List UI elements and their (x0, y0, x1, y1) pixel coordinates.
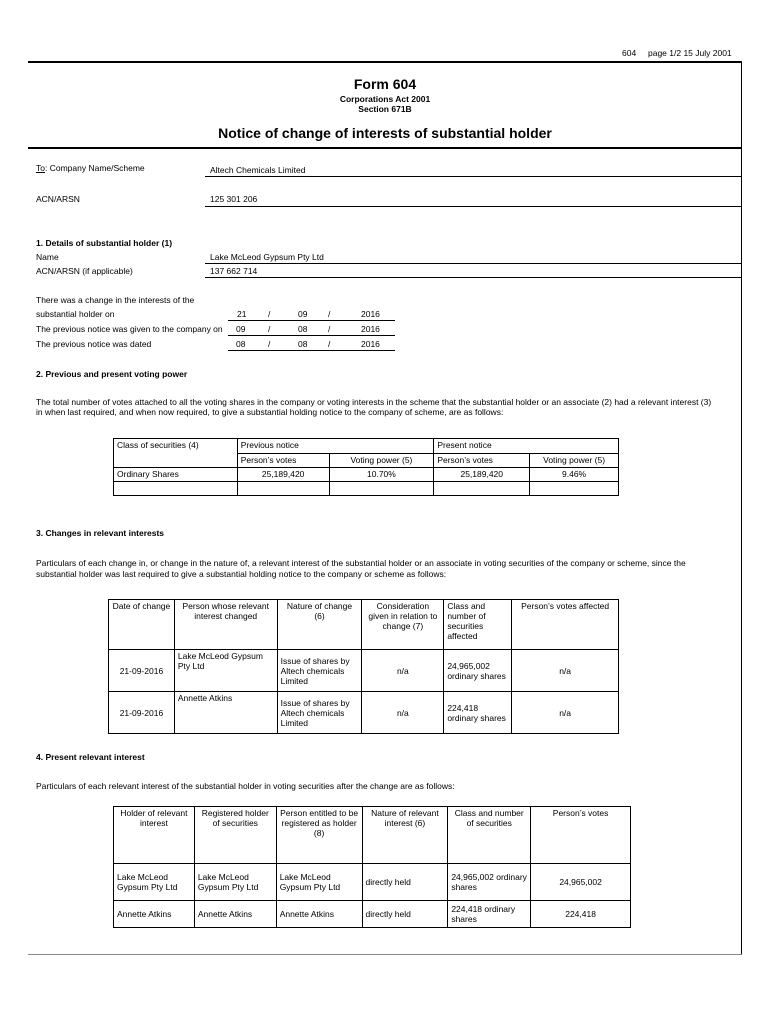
class-cell: 224,418 ordinary shares (444, 692, 512, 734)
holder-cell: Annette Atkins (114, 901, 195, 928)
prev-dated-label: The previous notice was dated (36, 339, 152, 349)
class-cell: Ordinary Shares (114, 468, 238, 482)
change-intro: There was a change in the interests of the (36, 295, 195, 305)
section2-heading: 2. Previous and present voting power (36, 369, 188, 379)
section2-para2: in when last required, and when now required, to give a substantial holding notice to the company of scheme, are as follows: (36, 407, 504, 417)
pres-power-header: Voting power (5) (530, 454, 619, 468)
rule (205, 277, 742, 278)
prev-power-header: Voting power (5) (329, 454, 434, 468)
company-acn: 125 301 206 (210, 194, 258, 204)
section3-para1: Particulars of each change in, or change in the nature of, a relevant interest of the substantial holder or an associate in voting securities of the company or scheme, since the (36, 558, 686, 568)
holder-acn: 137 662 714 (210, 266, 258, 276)
table-row (114, 468, 619, 482)
prev-power-cell: 10.70% (329, 468, 434, 482)
votes-header: Person’s votes (531, 807, 631, 864)
table-row (114, 901, 631, 928)
act-title: Corporations Act 2001 (339, 94, 431, 104)
form-title: Form 604 (353, 76, 417, 92)
person-cell: Lake McLeod Gypsum Pty Ltd (174, 650, 277, 692)
entitled-cell: Lake McLeod Gypsum Pty Ltd (276, 864, 362, 901)
date-sep: / (268, 309, 271, 319)
date-year: 2016 (361, 309, 380, 319)
votes-header: Person’s votes affected (512, 600, 619, 650)
rule (228, 335, 395, 336)
empty-cell (530, 482, 619, 496)
pres-votes-cell: 25,189,420 (434, 468, 530, 482)
entitled-cell: Annette Atkins (276, 901, 362, 928)
prev-votes-header: Person’s votes (237, 454, 329, 468)
table-row (114, 864, 631, 901)
title-rule (28, 147, 742, 149)
prev-given-label: The previous notice was given to the company on (36, 324, 223, 334)
holder-header: Holder of relevant interest (114, 807, 195, 864)
date-day: 09 (236, 324, 246, 334)
top-rule (28, 61, 742, 63)
section2-para1: The total number of votes attached to all the voting shares in the company or voting interests in the scheme that the substantial holder or an associate (2) had a relevant interest (3) (36, 397, 712, 407)
table-row (109, 692, 619, 734)
section4-heading: 4. Present relevant interest (36, 752, 145, 762)
nature-cell: directly held (362, 901, 448, 928)
form-code: 604 (622, 48, 637, 58)
prev-votes-cell: 25,189,420 (237, 468, 329, 482)
class-cell: 24,965,002 ordinary shares (448, 864, 531, 901)
nature-cell: Issue of shares by Altech chemicals Limited (277, 650, 362, 692)
right-border (741, 61, 742, 954)
holder-cell: Lake McLeod Gypsum Pty Ltd (114, 864, 195, 901)
rule (205, 263, 742, 264)
holder-acn-label: ACN/ARSN (if applicable) (36, 266, 133, 276)
date-sep: / (328, 309, 331, 319)
present-interest-table (113, 806, 631, 928)
date-day: 08 (236, 339, 246, 349)
votes-cell: 24,965,002 (531, 864, 631, 901)
company-acn-label: ACN/ARSN (36, 194, 80, 204)
changes-table (108, 599, 619, 734)
class-header: Class and number of securities affected (444, 600, 512, 650)
date-header: Date of change (109, 600, 175, 650)
section1-heading: 1. Details of substantial holder (1) (36, 238, 173, 248)
pres-votes-header: Person’s votes (434, 454, 530, 468)
date-month: 09 (298, 309, 308, 319)
nature-cell: directly held (362, 864, 448, 901)
date-month: 08 (298, 324, 308, 334)
holder-name: Lake McLeod Gypsum Pty Ltd (210, 252, 324, 262)
table-row (114, 482, 619, 496)
date-cell: 21-09-2016 (109, 650, 175, 692)
person-header: Person whose relevant interest changed (174, 600, 277, 650)
to-label: To: Company Name/Scheme (36, 163, 145, 173)
prev-notice-header: Previous notice (237, 439, 434, 454)
nature-header: Nature of relevant interest (6) (362, 807, 448, 864)
section-title: Section 671B (358, 104, 412, 114)
voting-power-table (113, 438, 619, 496)
rule (228, 350, 395, 351)
class-cell: 24,965,002 ordinary shares (444, 650, 512, 692)
entitled-header: Person entitled to be registered as holder (8) (276, 807, 362, 864)
class-header: Class of securities (4) (114, 439, 238, 468)
votes-cell: 224,418 (531, 901, 631, 928)
section4-para1: Particulars of each relevant interest of the substantial holder in voting securities after the change are as follows: (36, 781, 455, 791)
change-label: substantial holder on (36, 309, 115, 319)
present-notice-header: Present notice (434, 439, 619, 454)
empty-cell (114, 482, 238, 496)
consideration-cell: n/a (362, 692, 444, 734)
table-row (109, 650, 619, 692)
date-sep: / (268, 324, 271, 334)
date-month: 08 (298, 339, 308, 349)
holder-name-label: Name (36, 252, 59, 262)
pres-power-cell: 9.46% (530, 468, 619, 482)
class-header: Class and number of securities (448, 807, 531, 864)
date-year: 2016 (361, 339, 380, 349)
class-cell: 224,418 ordinary shares (448, 901, 531, 928)
company-name: Altech Chemicals Limited (210, 165, 306, 175)
section3-para2: substantial holder was last required to give a substantial holding notice to the company or scheme as follows: (36, 569, 447, 579)
rule (205, 176, 742, 177)
date-sep: / (328, 339, 331, 349)
person-cell: Annette Atkins (174, 692, 277, 734)
rule (205, 206, 742, 207)
nature-header: Nature of change (6) (277, 600, 362, 650)
notice-title: Notice of change of interests of substantial holder (218, 125, 552, 141)
registered-cell: Lake McLeod Gypsum Pty Ltd (194, 864, 276, 901)
date-day: 21 (237, 309, 247, 319)
date-year: 2016 (361, 324, 380, 334)
section3-heading: 3. Changes in relevant interests (36, 528, 165, 538)
bottom-rule (28, 954, 742, 955)
registered-cell: Annette Atkins (194, 901, 276, 928)
empty-cell (434, 482, 530, 496)
page-info: page 1/2 15 July 2001 (648, 48, 732, 58)
empty-cell (329, 482, 434, 496)
registered-header: Registered holder of securities (194, 807, 276, 864)
nature-cell: Issue of shares by Altech chemicals Limited (277, 692, 362, 734)
consideration-cell: n/a (362, 650, 444, 692)
empty-cell (237, 482, 329, 496)
rule (228, 320, 395, 321)
votes-cell: n/a (512, 650, 619, 692)
date-sep: / (328, 324, 331, 334)
votes-cell: n/a (512, 692, 619, 734)
consideration-header: Consideration given in relation to change (7) (362, 600, 444, 650)
date-sep: / (268, 339, 271, 349)
date-cell: 21-09-2016 (109, 692, 175, 734)
